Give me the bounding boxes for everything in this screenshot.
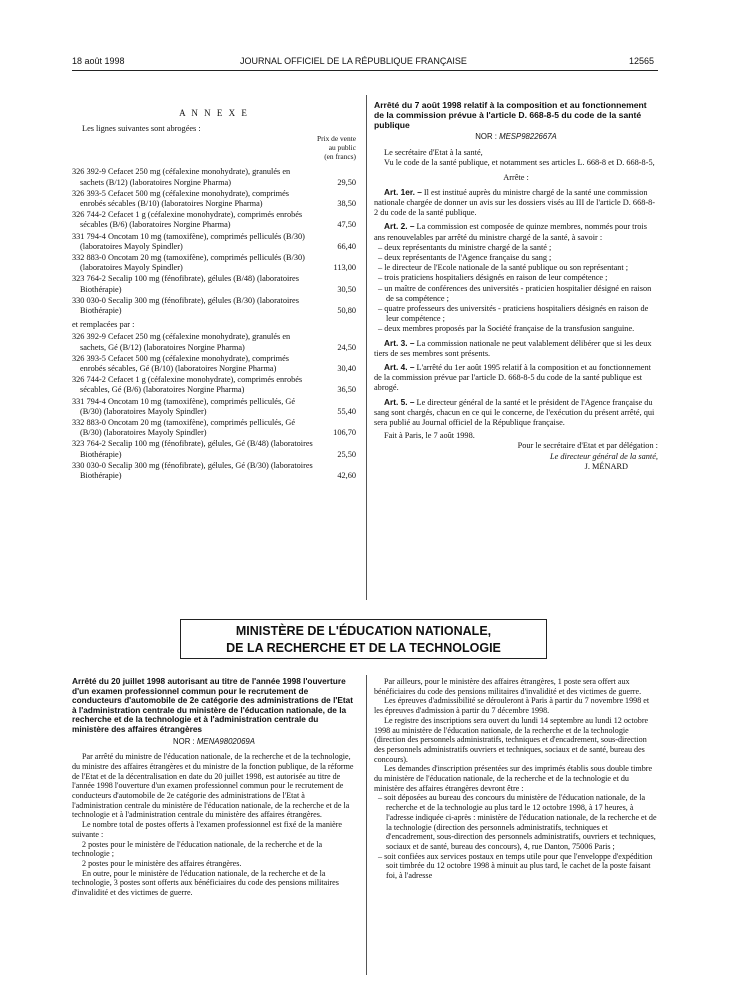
header-date: 18 août 1998 <box>72 56 125 66</box>
article-4: Art. 4. – L'arrêté du 1er août 1995 relatif à la composition et au fonctionnement de la commission prévue par l'article D. 668-8-5 du code de la santé publique est abrogé. <box>374 362 651 393</box>
arrete-sante-visa: Vu le code de la santé publique, et notamment ses articles L. 668-8 et D. 668-8-5, <box>384 158 655 168</box>
arrete-education-item-2: – soit confiées aux services postaux en temps utile pour que l'enveloppe d'expédition soit timbrée du 12 octobre 1998 à minuit au plus tard, le cachet de la poste faisant foi, à l'adresse <box>378 851 653 881</box>
drug-description: 330 030-0 Secalip 300 mg (fénofibrate), gélules, Gé (B/30) (laboratoires Biothérapie) <box>72 460 313 481</box>
replacement-line <box>72 332 356 352</box>
drug-price: 55,40 <box>337 406 356 416</box>
drug-price: 66,40 <box>337 241 356 251</box>
signature-line-1: Pour le secrétaire d'Etat et par délégation : <box>517 441 658 451</box>
drug-description: 331 794-4 Oncotam 10 mg (tamoxifène), comprimés pelliculés (B/30) (laboratoires Mayoly Spindler) <box>72 231 305 251</box>
ministry-heading-line-2: DE LA RECHERCHE ET DE LA TECHNOLOGIE <box>226 641 501 655</box>
header-journal-title: JOURNAL OFFICIEL DE LA RÉPUBLIQUE FRANÇAISE <box>240 56 467 66</box>
article-1: Art. 1er. – Il est institué auprès du ministre chargé de la santé une commission nationale chargée de donner un avis sur les dossiers visés au III de l'article D. 668-8-2 du code de la santé publique. <box>374 186 656 218</box>
arrete-education-item-1: – soit déposées au bureau des concours du ministère de l'éducation nationale, de la recherche et de la technologie au plus tard le 12 octobre 1998, à 17 heures, à l'adresse indiquée ci-après : ministère de l'éducation nationale, de la recherche et de la technologie (direction des personnels administratifs, techniques et d'encadrement, sous-direction des personnels administratifs, ouvriers et techniques, sociaux et de santé, bureau des concours), 4, rue Danton, 75006 Paris ; <box>378 793 657 851</box>
arrete-education-para-7: Les épreuves d'admissibilité se dérouleront à Paris à partir du 7 novembre 1998 et les épreuves d'admission à partir du 7 décembre 1998. <box>374 696 650 716</box>
column-divider-lower <box>366 675 367 975</box>
arrete-sante-title: Arrêté du 7 août 1998 relatif à la composition et au fonctionnement de la commission prévue à l'article D. 668-8-5 du code de la santé publique <box>374 100 647 130</box>
header-rule <box>72 70 658 71</box>
abrogated-line <box>72 210 356 230</box>
drug-description: 326 393-5 Cefacet 500 mg (céfalexine monohydrate), comprimés enrobés sécables (B/10) (laboratoires Norgine Pharma) <box>72 188 290 209</box>
signatory-name: J. MÉNARD <box>584 461 628 471</box>
ministry-heading-line-1: MINISTÈRE DE L'ÉDUCATION NATIONALE, <box>235 624 492 638</box>
arrete-education-section <box>72 677 356 898</box>
drug-description: 326 744-2 Cefacet 1 g (céfalexine monohydrate), comprimés enrobés sécables (B/6) (laboratoires Norgine Pharma) <box>72 210 303 230</box>
abrogated-lines-list <box>72 167 356 316</box>
replacement-intro: et remplacées par : <box>72 320 135 330</box>
signature-line-2: Le directeur général de la santé, <box>550 451 658 461</box>
drug-price: 47,50 <box>337 220 356 230</box>
abrogated-line <box>72 296 356 316</box>
drug-description: 326 392-9 Cefacet 250 mg (céfalexine monohydrate), granulés en sachets (B/12) (laboratoires Norgine Pharma) <box>72 167 291 187</box>
drug-price: 24,50 <box>337 342 356 352</box>
abrogated-line <box>72 167 356 187</box>
abrogated-line <box>72 232 356 252</box>
arrete-education-para-1: Par arrêté du ministre de l'éducation nationale, de la recherche et de la technologie, du ministre des affaires étrangères et du ministre de la fonction publique, de la réforme de l'Etat et de la décentralisation en date du 20 juillet 1998, est autorisée au titre de l'année 1998 l'ouverture d'un examen professionnel commun pour le recrutement de conducteurs d'automobile de 2e catégorie des administrations de l'Etat à l'administration centrale du ministère de l'éducation nationale, de la recherche et de la technologie et à l'administration centrale du ministère des affaires étrangères. <box>72 752 354 820</box>
header-page-number: 12565 <box>629 56 655 66</box>
annexe-section <box>72 104 356 482</box>
drug-price: 30,50 <box>337 284 356 294</box>
annexe-title: A N N E X E <box>179 108 249 118</box>
replacement-line <box>72 439 356 459</box>
drug-price: 29,50 <box>337 177 356 187</box>
article-2-member-item: – deux représentants du ministre chargé de la santé ; <box>378 242 552 252</box>
drug-price: 38,50 <box>337 199 356 209</box>
arrete-education-para-8: Le registre des inscriptions sera ouvert du lundi 14 septembre au lundi 12 octobre 1998 au ministère de l'éducation nationale, de la recherche et de la technologie (direction des personnels administratifs, techniques et d'encadrement, sous-direction des personnels administratifs ouvriers et techniques, sociaux et de santé, bureau des concours). <box>374 715 649 764</box>
article-2-member-item: – deux membres proposés par la Société française de la transfusion sanguine. <box>378 324 635 334</box>
drug-price: 113,00 <box>333 263 356 273</box>
article-2-member-item: – quatre professeurs des universités - praticiens hospitaliers désignés en raison de leur compétence ; <box>378 304 649 324</box>
article-2-member-item: – deux représentants de l'Agence française du sang ; <box>378 253 552 263</box>
arrete-education-para-3: 2 postes pour le ministère de l'éducation nationale, de la recherche et de la technologie ; <box>72 839 323 859</box>
drug-description: 326 392-9 Cefacet 250 mg (céfalexine monohydrate), granulés en sachets, Gé (B/12) (laboratoires Norgine Pharma) <box>72 332 291 352</box>
replacement-line <box>72 397 356 417</box>
drug-description: 326 744-2 Cefacet 1 g (céfalexine monohydrate), comprimés enrobés sécables, Gé (B/6) (laboratoires Norgine Pharma) <box>72 375 303 395</box>
arrete-education-para-5: En outre, pour le ministère de l'éducation nationale, de la recherche et de la technologie, 3 postes sont offerts aux bénéficiaires du code des pensions militaires d'invalidité et des victimes de guerre. <box>72 868 339 898</box>
drug-price: 36,50 <box>337 385 356 395</box>
arrete-education-para-2: Le nombre total de postes offerts à l'examen professionnel est fixé de la manière suivante : <box>72 820 342 839</box>
page-header <box>0 56 731 70</box>
abrogated-line <box>72 274 356 294</box>
drug-description: 331 794-4 Oncotam 10 mg (tamoxifène), comprimés pelliculés, Gé (B/30) (laboratoires Mayoly Spindler) <box>72 396 296 416</box>
arrete-sante-section <box>374 100 658 472</box>
drug-price: 106,70 <box>333 428 356 438</box>
arrete-education-para-4: 2 postes pour le ministère des affaires étrangères. <box>82 859 242 868</box>
abrogated-line <box>72 253 356 273</box>
drug-price: 30,40 <box>337 364 356 374</box>
replacement-lines-list <box>72 332 356 481</box>
article-2-list <box>374 243 658 335</box>
arrete-education-para-6: Par ailleurs, pour le ministère des affaires étrangères, 1 poste sera offert aux bénéficiaires du code des pensions militaires d'invalidité et des victimes de guerre. <box>374 677 642 696</box>
ministry-heading-box <box>180 619 547 659</box>
article-2-member-item: – trois praticiens hospitaliers désignés en raison de leur compétence ; <box>378 273 608 283</box>
drug-description: 323 764-2 Secalip 100 mg (fénofibrate), gélules, Gé (B/48) (laboratoires Biothérapie) <box>72 439 313 459</box>
abrogated-line <box>72 189 356 209</box>
drug-description: 326 393-5 Cefacet 500 mg (céfalexine monohydrate), comprimés enrobés sécables, Gé (B/10) (laboratoires Norgine Pharma) <box>72 353 290 374</box>
arrete-education-continued <box>374 677 658 881</box>
arrete-education-title: Arrêté du 20 juillet 1998 autorisant au titre de l'année 1998 l'ouverture d'un examen professionnel commun pour le recrutement de conducteurs d'automobile de 2e catégorie des administrations de l'Etat à l'administration centrale du ministère de l'éducation nationale, de la recherche et de la technologie et à l'administration centrale du ministère des affaires étrangères <box>72 676 354 734</box>
article-3: Art. 3. – La commission nationale ne peut valablement délibérer que si les deux tiers de ses membres sont présents. <box>374 337 652 358</box>
replacement-line <box>72 354 356 374</box>
price-column-header: Prix de vente au public (en francs) <box>317 134 356 162</box>
annexe-intro: Les lignes suivantes sont abrogées : <box>82 124 201 134</box>
drug-description: 332 883-0 Oncotam 20 mg (tamoxifène), comprimés pelliculés, Gé (B/30) (laboratoires Mayoly Spindler) <box>72 418 296 438</box>
article-5: Art. 5. – Le directeur général de la santé et le président de l'Agence française du sang sont chargés, chacun en ce qui le concerne, de l'exécution du présent arrêté, qui sera publié au Journal officiel de la République française. <box>374 396 655 428</box>
article-2-member-item: – le directeur de l'Ecole nationale de la santé publique ou son représentant ; <box>378 263 629 273</box>
arrete-sante-nor: NOR : MESP9822667A <box>475 132 557 141</box>
column-divider <box>366 95 367 600</box>
drug-description: 332 883-0 Oncotam 20 mg (tamoxifène), comprimés pelliculés (B/30) (laboratoires Mayoly Spindler) <box>72 253 305 273</box>
replacement-line <box>72 418 356 438</box>
drug-price: 50,80 <box>337 306 356 316</box>
replacement-line <box>72 375 356 395</box>
article-2-member-item: – un maître de conférences des universités - praticien hospitalier désigné en raison de sa compétence ; <box>378 283 652 303</box>
replacement-line <box>72 461 356 481</box>
drug-price: 25,50 <box>337 449 356 459</box>
arrete-sante-intro: Le secrétaire d'Etat à la santé, <box>384 148 483 158</box>
drug-description: 323 764-2 Secalip 100 mg (fénofibrate), gélules (B/48) (laboratoires Biothérapie) <box>72 274 299 294</box>
arrete-education-para-9: Les demandes d'inscription présentées sur des imprimés établis sous double timbre du ministère de l'éducation nationale, de la recherche et de la technologie et du ministère des affaires étrangères devront être : <box>374 764 653 793</box>
drug-price: 42,60 <box>337 471 356 481</box>
article-2: Art. 2. – La commission est composée de quinze membres, nommés pour trois ans renouvelables par arrêté du ministre chargé de la santé, à savoir : <box>374 221 647 242</box>
arrete-education-nor: NOR : MENA9802069A <box>173 736 255 746</box>
signature-date: Fait à Paris, le 7 août 1998. <box>384 431 475 441</box>
arrete-sante-arrete: Arrête : <box>503 172 529 182</box>
drug-description: 330 030-0 Secalip 300 mg (fénofibrate), gélules (B/30) (laboratoires Biothérapie) <box>72 295 299 316</box>
